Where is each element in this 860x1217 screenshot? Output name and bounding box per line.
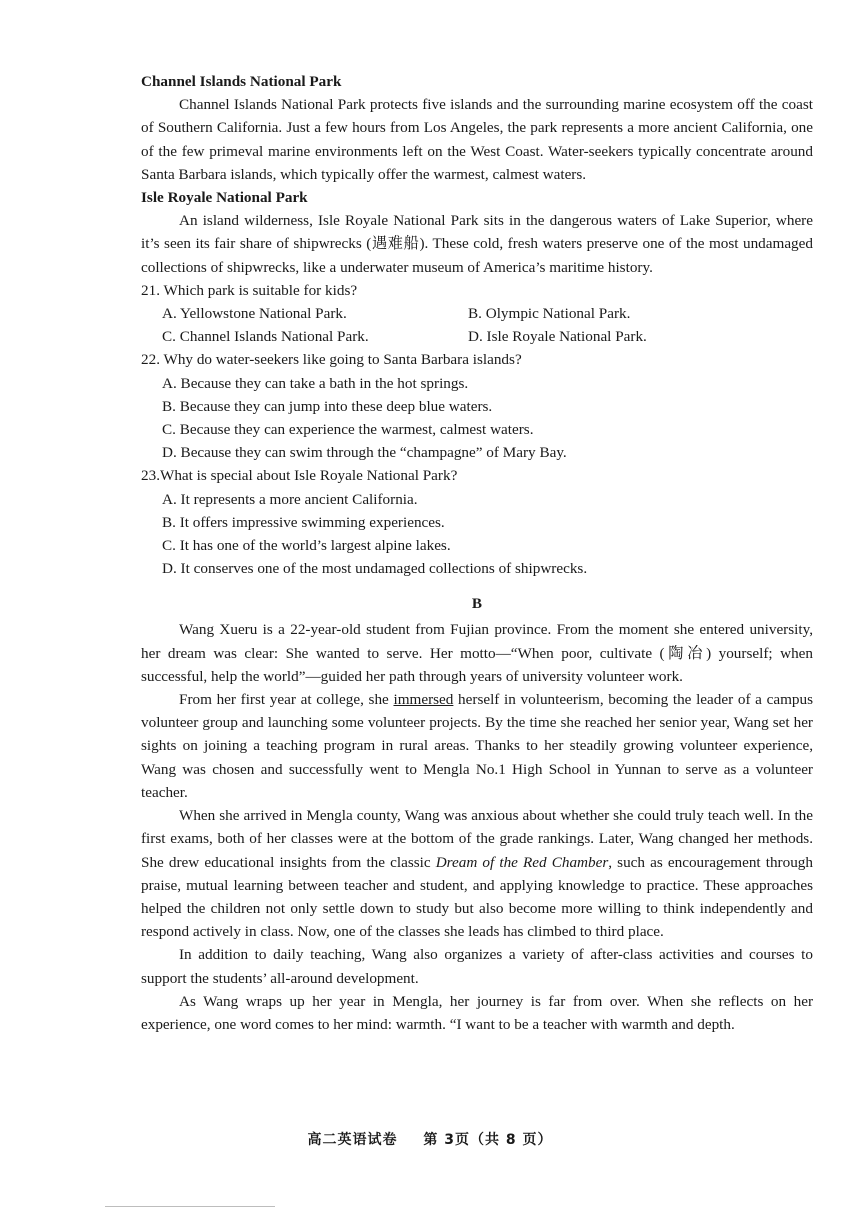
section-b-label: B — [471, 595, 483, 613]
passage-b-paragraph-4: In addition to daily teaching, Wang also organizes a variety of after-class activities and courses to support the students’ all-around development. — [141, 946, 813, 987]
book-title: Dream of the Red Chamber — [435, 853, 609, 871]
park-heading-isle-royale: Isle Royale National Park — [141, 189, 308, 207]
paragraph-text: When she arrived in Mengla county, Wang was anxious about whether she could truly teach well. In the first exams, both of her classes were at the bottom of the grade rankings. Later, Wang changed her methods. She drew educational insights from the classic — [141, 807, 813, 871]
option-row — [141, 302, 813, 325]
option-c: C. It has one of the world’s largest alpine lakes. — [162, 537, 451, 555]
option-d: D. Because they can swim through the “champagne” of Mary Bay. — [162, 444, 567, 462]
question-21 — [141, 279, 813, 349]
park-description-isle-royale: An island wilderness, Isle Royale National Park sits in the dangerous waters of Lake Superior, where it’s seen its fair share of shipwrecks (遇难船). These cold, fresh waters preserve one of the most undamaged collections of shipwrecks, like a underwater museum of America’s maritime history. — [141, 212, 813, 276]
option-a: A. Yellowstone National Park. — [162, 305, 347, 323]
option-d: D. It conserves one of the most undamaged collections of shipwrecks. — [162, 560, 588, 578]
option-c: C. Channel Islands National Park. — [162, 328, 369, 346]
question-23 — [141, 464, 813, 580]
option-b: B. Because they can jump into these deep blue waters. — [162, 397, 493, 415]
underlined-word: immersed — [393, 691, 454, 709]
question-stem: 22. Why do water-seekers like going to Santa Barbara islands? — [141, 351, 522, 369]
park-description-channel-islands: Channel Islands National Park protects five islands and the surrounding marine ecosystem off the coast of Southern California. Just a few hours from Los Angeles, the park represents a more ancient California, one of the few primeval marine environments left on the West Coast. Water-seekers typically concentrate around Santa Barbara islands, which typically offer the warmest, calmest waters. — [141, 96, 813, 183]
option-c: C. Because they can experience the warmest, calmest waters. — [162, 421, 534, 439]
passage-b-paragraph-2 — [141, 688, 813, 804]
option-a: A. Because they can take a bath in the hot springs. — [162, 374, 469, 392]
passage-b-paragraph-5: As Wang wraps up her year in Mengla, her journey is far from over. When she reflects on her experience, one word comes to her mind: warmth. “I want to be a teacher with warmth and depth. — [141, 992, 813, 1033]
option-d: D. Isle Royale National Park. — [468, 328, 647, 346]
question-stem: 21. Which park is suitable for kids? — [141, 281, 358, 299]
paragraph-text: herself in volunteerism, becoming the leader of a campus volunteer group and launching some volunteer projects. By the time she reached her senior year, Wang set her sights on joining a teaching program in rural areas. Thanks to her steadily growing volunteer experience, Wang was chosen and successfully went to Mengla No.1 High School in Yunnan to serve as a volunteer teacher. — [141, 691, 813, 801]
passage-b-paragraph-1: Wang Xueru is a 22-year-old student from Fujian province. From the moment she entered university, her dream was clear: She wanted to serve. Her motto—“When poor, cultivate (陶冶) yourself; when successful, help the world”—guided her path through years of university volunteer work. — [141, 621, 813, 685]
option-b: B. Olympic National Park. — [468, 305, 631, 323]
exam-title: 高二英语试卷 — [307, 1132, 398, 1148]
passage-b-paragraph-3 — [141, 804, 813, 943]
option-a: A. It represents a more ancient California. — [162, 490, 418, 508]
paragraph-text: From her first year at college, she — [179, 691, 394, 709]
park-heading-channel-islands: Channel Islands National Park — [141, 73, 342, 90]
question-22 — [141, 348, 813, 464]
page-number: 第 3页（共 8 页） — [423, 1132, 553, 1148]
page-footer — [0, 1129, 860, 1149]
page-content — [141, 70, 813, 1036]
paragraph-text: , such as encouragement through praise, mutual learning between teacher and student, and applying knowledge to practice. These approaches helped the children not only settle down to study but also become more willing to think independently and respond actively in class. Now, one of the classes she leads has climbed to third place. — [141, 853, 813, 941]
option-row — [141, 325, 813, 348]
question-stem: 23.What is special about Isle Royale National Park? — [141, 467, 458, 485]
option-b: B. It offers impressive swimming experiences. — [162, 513, 445, 531]
scan-artifact-line — [105, 1206, 275, 1207]
